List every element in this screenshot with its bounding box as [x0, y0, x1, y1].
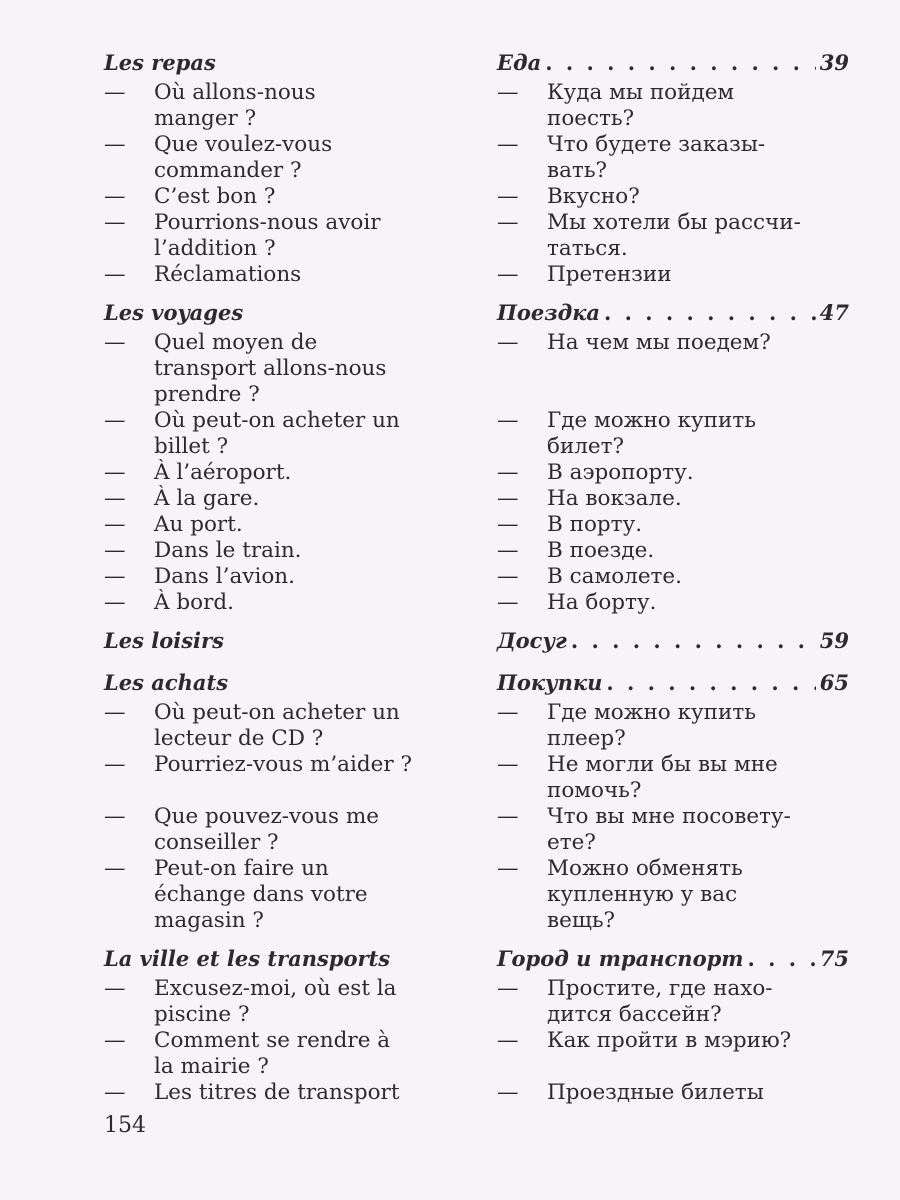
phrase-fr-text: Dans le train.: [154, 538, 302, 563]
phrase-fr-text: Où peut-on acheter un lecteur de CD ?: [154, 700, 400, 751]
dash: —: [497, 512, 519, 537]
dash: —: [497, 210, 519, 235]
phrase-ru-text: Куда мы пойдем поесть?: [547, 80, 735, 131]
dash: —: [497, 700, 519, 725]
dash: —: [104, 752, 126, 777]
phrase-ru-text: Не могли бы вы мне помочь?: [547, 752, 778, 803]
dash: —: [104, 1028, 126, 1053]
dash: —: [497, 856, 519, 881]
phrase-fr-text: Réclamations: [154, 262, 302, 287]
dash: —: [497, 804, 519, 829]
dash: —: [104, 460, 126, 485]
dash: —: [497, 184, 519, 209]
section-page-number: 75: [819, 946, 849, 971]
phrase-fr-text: Pourrions-nous avoir l’addition ?: [154, 210, 381, 261]
section-title-ru-row: [497, 626, 849, 656]
section-title-ru: Покупки: [497, 670, 603, 695]
dash: —: [497, 976, 519, 1001]
section-page-number: 47: [819, 300, 849, 325]
section-title-ru: Досуг: [497, 628, 567, 653]
phrase-fr-text: Peut-on faire un échange dans votre magasin ?: [154, 856, 368, 933]
phrase-fr-text: Où allons-nous manger ?: [154, 80, 316, 131]
section-page-number: 65: [819, 670, 849, 695]
phrase-ru-text: Претензии: [547, 262, 672, 287]
phrase-fr-text: Quel moyen de transport allons-nous prendre ?: [154, 330, 387, 407]
dot-leader: [604, 298, 816, 328]
dash: —: [497, 80, 519, 105]
dash: —: [497, 262, 519, 287]
phrase-fr-text: Pourriez-vous m’aider ?: [154, 752, 412, 777]
section-title-ru: Поездка: [497, 300, 601, 325]
dash: —: [104, 330, 126, 355]
phrase-fr-text: Que pouvez-vous me conseiller ?: [154, 804, 379, 855]
phrase-ru-text: На борту.: [547, 590, 657, 615]
dash: —: [497, 330, 519, 355]
phrase-fr-text: Les titres de transport: [154, 1080, 400, 1105]
phrase-ru-text: Где можно купить плеер?: [547, 700, 756, 751]
dash: —: [497, 460, 519, 485]
phrase-fr-text: À bord.: [154, 590, 234, 615]
section-page-number: 59: [819, 628, 849, 653]
dash: —: [104, 1080, 126, 1105]
section-title-ru-row: [497, 48, 849, 78]
section-page-number: 39: [819, 50, 849, 75]
dash: —: [104, 486, 126, 511]
dash: —: [497, 1080, 519, 1105]
phrase-fr-text: À l’aéroport.: [154, 460, 292, 485]
section-title-ru-row: [497, 668, 849, 698]
dash: —: [104, 590, 126, 615]
phrase-fr-text: À la gare.: [154, 486, 260, 511]
phrase-fr-text: Comment se rendre à la mairie ?: [154, 1028, 391, 1079]
section-title-ru: Еда: [497, 50, 542, 75]
section-title-fr: Les repas: [104, 50, 216, 75]
dash: —: [497, 408, 519, 433]
phrase-fr-text: C’est bon ?: [154, 184, 276, 209]
phrase-ru-text: Мы хотели бы рассчи- таться.: [547, 210, 801, 261]
dash: —: [497, 538, 519, 563]
dash: —: [104, 700, 126, 725]
section-title-fr: Les loisirs: [104, 628, 224, 653]
dash: —: [104, 856, 126, 881]
phrase-ru-text: Что будете заказы- вать?: [547, 132, 766, 183]
phrase-fr-text: Excusez-moi, où est la piscine ?: [154, 976, 397, 1027]
dash: —: [104, 538, 126, 563]
phrase-ru-text: В поезде.: [547, 538, 655, 563]
phrase-ru-text: На чем мы поедем?: [547, 330, 771, 355]
dash: —: [104, 132, 126, 157]
dash: —: [104, 210, 126, 235]
dot-leader: [545, 48, 816, 78]
phrase-ru-text: Как пройти в мэрию?: [547, 1028, 792, 1053]
dot-leader: [571, 626, 816, 656]
dash: —: [104, 408, 126, 433]
phrase-fr-text: Que voulez-vous commander ?: [154, 132, 333, 183]
section-title-fr: Les achats: [104, 670, 229, 695]
phrase-ru-text: Проездные билеты: [547, 1080, 764, 1105]
phrase-ru-text: Где можно купить билет?: [547, 408, 756, 459]
dot-leader: [606, 668, 815, 698]
dash: —: [497, 486, 519, 511]
page-number: 154: [104, 1113, 146, 1138]
dot-leader: [747, 944, 815, 974]
phrase-fr-text: Au port.: [154, 512, 243, 537]
phrase-ru-text: В самолете.: [547, 564, 682, 589]
phrase-ru-text: Простите, где нахо- дится бассейн?: [547, 976, 773, 1027]
dash: —: [497, 1028, 519, 1053]
dash: —: [104, 512, 126, 537]
phrase-ru-text: Что вы мне посовету- ете?: [547, 804, 791, 855]
phrase-ru-text: На вокзале.: [547, 486, 682, 511]
phrase-ru-text: Можно обменять купленную у вас вещь?: [547, 856, 743, 933]
section-title-fr: Les voyages: [104, 300, 244, 325]
dash: —: [104, 262, 126, 287]
phrase-ru-text: В аэропорту.: [547, 460, 694, 485]
phrase-fr-text: Où peut-on acheter un billet ?: [154, 408, 400, 459]
phrase-fr-text: Dans l’avion.: [154, 564, 295, 589]
dash: —: [497, 590, 519, 615]
dash: —: [104, 184, 126, 209]
phrase-ru-text: В порту.: [547, 512, 643, 537]
dash: —: [497, 752, 519, 777]
section-title-fr: La ville et les transports: [104, 946, 391, 971]
dash: —: [104, 564, 126, 589]
dash: —: [104, 804, 126, 829]
section-title-ru-row: [497, 944, 849, 974]
dash: —: [497, 132, 519, 157]
dash: —: [497, 564, 519, 589]
dash: —: [104, 976, 126, 1001]
section-title-ru-row: [497, 298, 849, 328]
phrase-ru-text: Вкусно?: [547, 184, 640, 209]
section-title-ru: Город и транспорт: [497, 946, 744, 971]
dash: —: [104, 80, 126, 105]
